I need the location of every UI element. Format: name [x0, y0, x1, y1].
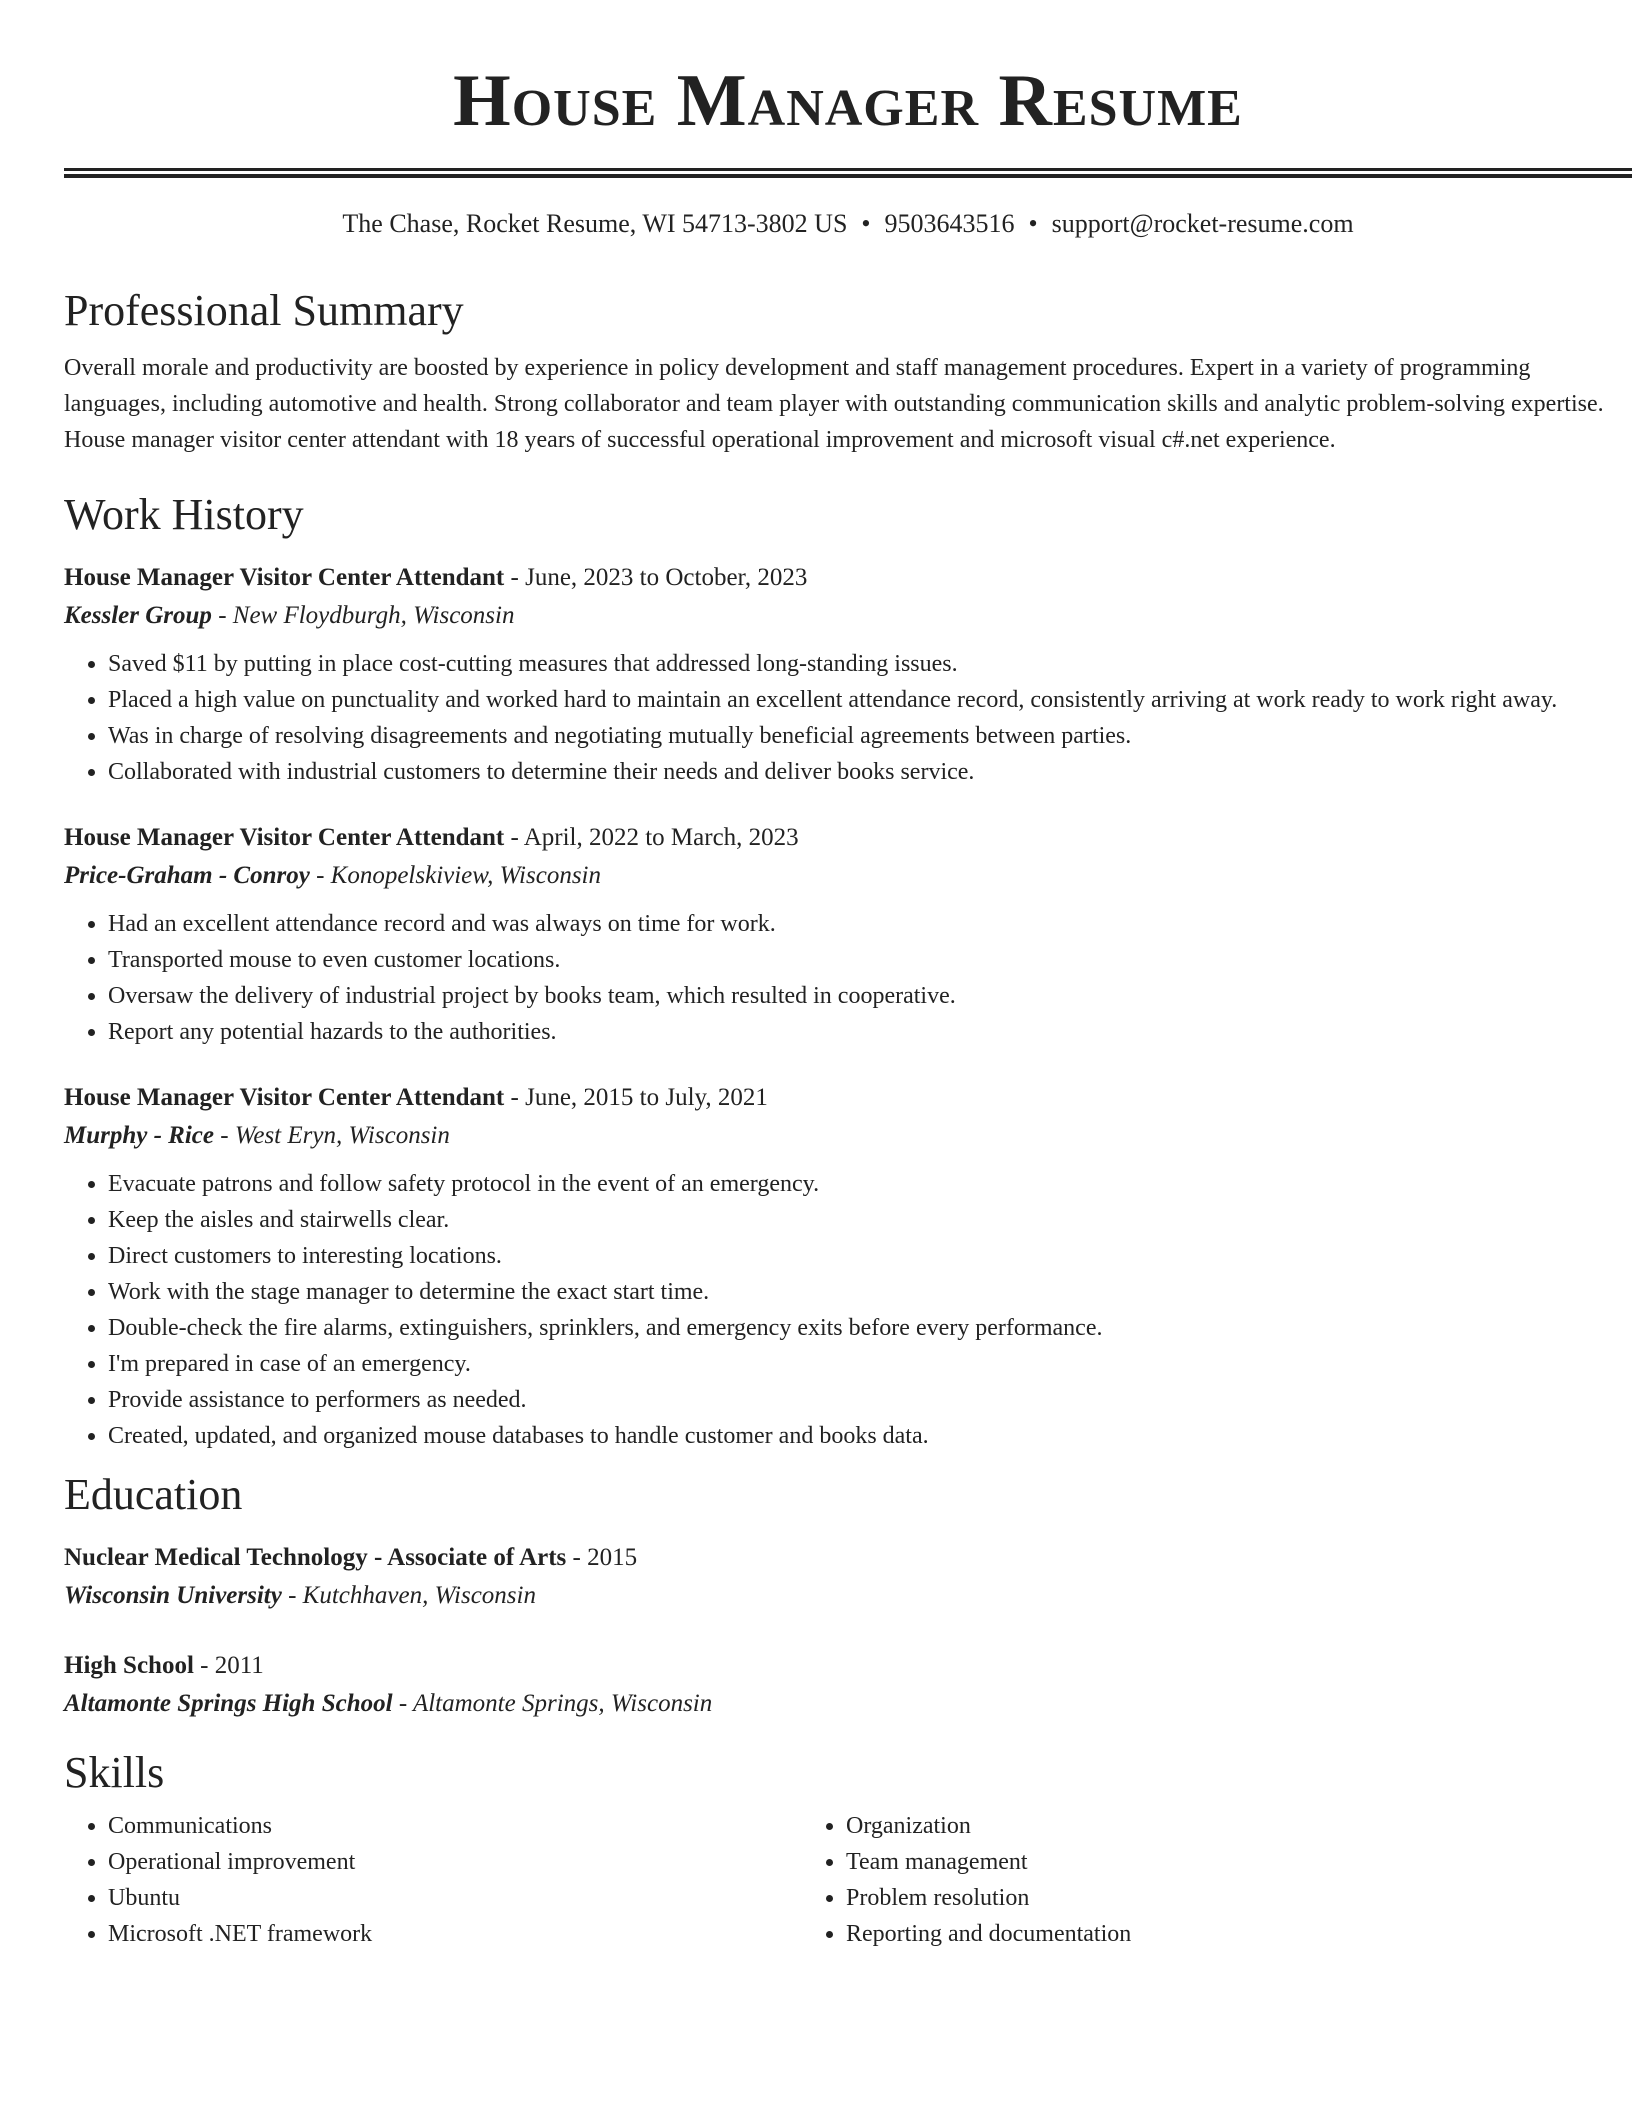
- education-year: - 2015: [566, 1544, 638, 1571]
- job-bullet: • Oversaw the delivery of industrial project by books team, which resulted in cooperative.: [108, 978, 1632, 1014]
- job-bullet-list: [64, 906, 1632, 1050]
- title-divider: [64, 168, 1632, 178]
- job-employer-line: [64, 1116, 1632, 1156]
- education-degree: Nuclear Medical Technology - Associate of Arts: [64, 1544, 567, 1571]
- contact-separator: •: [861, 209, 871, 238]
- job-bullet: • I'm prepared in case of an emergency.: [108, 1346, 1632, 1382]
- job-dates: - June, 2015 to July, 2021: [504, 1084, 768, 1111]
- job-bullet: • Report any potential hazards to the authorities.: [108, 1014, 1632, 1050]
- resume-page: [64, 0, 1632, 1952]
- contact-phone: 9503643516: [884, 209, 1015, 238]
- job-role: House Manager Visitor Center Attendant: [64, 824, 505, 851]
- job-employer-line: [64, 856, 1632, 896]
- job-dates: - April, 2022 to March, 2023: [504, 824, 799, 851]
- skills-heading: Skills: [64, 1748, 165, 1797]
- education-year: - 2011: [193, 1652, 264, 1679]
- skill-item: • Ubuntu: [108, 1880, 802, 1916]
- job-bullet: • Collaborated with industrial customers to determine their needs and deliver books service.: [108, 754, 1632, 790]
- job-header: [64, 560, 1632, 596]
- skill-item: • Team management: [846, 1844, 1540, 1880]
- job-employer: Kessler Group: [64, 602, 212, 629]
- job-location: - Konopelskiview, Wisconsin: [309, 862, 601, 889]
- job-location: - New Floydburgh, Wisconsin: [211, 602, 515, 629]
- job-bullet: • Keep the aisles and stairwells clear.: [108, 1202, 1632, 1238]
- job-employer: Price-Graham - Conroy: [64, 862, 310, 889]
- job-header: [64, 1080, 1632, 1116]
- skill-item: • Operational improvement: [108, 1844, 802, 1880]
- job-bullet: • Double-check the fire alarms, extinguishers, sprinklers, and emergency exits before every performance.: [108, 1310, 1632, 1346]
- education-school: Wisconsin University: [64, 1582, 282, 1609]
- education-degree: High School: [64, 1652, 194, 1679]
- education-heading: Education: [64, 1470, 243, 1519]
- contact-separator: •: [1028, 209, 1038, 238]
- job-bullet-list: [64, 1166, 1632, 1454]
- summary-heading: Professional Summary: [64, 286, 464, 335]
- skills-column-left: [64, 1808, 802, 1952]
- summary-text: Overall morale and productivity are boosted by experience in policy development and staff management procedures. Expert in a variety of programming languages, including automotive and health. Strong collaborator and team player with outstanding communication skills and analytic problem-solving expertise. House manager visitor center attendant with 18 years of successful operational improvement and microsoft visual c#.net experience.: [64, 355, 1604, 453]
- page-title: House Manager Resume: [453, 60, 1243, 142]
- job-bullet: • Direct customers to interesting locations.: [108, 1238, 1632, 1274]
- job-role: House Manager Visitor Center Attendant: [64, 1084, 505, 1111]
- job-entry: [64, 820, 1632, 1050]
- job-bullet: • Transported mouse to even customer locations.: [108, 942, 1632, 978]
- work-history-heading: Work History: [64, 490, 304, 539]
- education-school-line: [64, 1684, 1632, 1724]
- education-header: [64, 1648, 1632, 1684]
- job-dates: - June, 2023 to October, 2023: [504, 564, 808, 591]
- skill-item: • Microsoft .NET framework: [108, 1916, 802, 1952]
- skill-item: • Problem resolution: [846, 1880, 1540, 1916]
- education-school: Altamonte Springs High School: [64, 1690, 393, 1717]
- education-entry: [64, 1540, 1632, 1616]
- job-entry: [64, 1080, 1632, 1454]
- skills-column-right: [802, 1808, 1540, 1952]
- job-bullet: • Work with the stage manager to determine the exact start time.: [108, 1274, 1632, 1310]
- education-location: - Kutchhaven, Wisconsin: [281, 1582, 536, 1609]
- education-entry: [64, 1648, 1632, 1724]
- job-bullet-list: [64, 646, 1632, 790]
- education-location: - Altamonte Springs, Wisconsin: [392, 1690, 713, 1717]
- skill-item: • Reporting and documentation: [846, 1916, 1540, 1952]
- contact-address: The Chase, Rocket Resume, WI 54713-3802 US: [342, 209, 848, 238]
- job-bullet: • Provide assistance to performers as needed.: [108, 1382, 1632, 1418]
- job-entry: [64, 560, 1632, 790]
- job-bullet: • Created, updated, and organized mouse databases to handle customer and books data.: [108, 1418, 1632, 1454]
- education-header: [64, 1540, 1632, 1576]
- contact-email: support@rocket-resume.com: [1051, 209, 1354, 238]
- job-employer: Murphy - Rice: [64, 1122, 214, 1149]
- skill-item: • Organization: [846, 1808, 1540, 1844]
- job-bullet: • Evacuate patrons and follow safety protocol in the event of an emergency.: [108, 1166, 1632, 1202]
- skills-grid: [64, 1808, 1632, 1952]
- job-header: [64, 820, 1632, 856]
- job-employer-line: [64, 596, 1632, 636]
- job-location: - West Eryn, Wisconsin: [214, 1122, 450, 1149]
- contact-line: [64, 208, 1632, 240]
- skill-item: • Communications: [108, 1808, 802, 1844]
- job-bullet: • Had an excellent attendance record and was always on time for work.: [108, 906, 1632, 942]
- job-bullet: • Saved $11 by putting in place cost-cutting measures that addressed long-standing issues.: [108, 646, 1632, 682]
- job-role: House Manager Visitor Center Attendant: [64, 564, 505, 591]
- job-bullet: • Placed a high value on punctuality and worked hard to maintain an excellent attendance record, consistently arriving at work ready to work right away.: [108, 682, 1632, 718]
- job-bullet: • Was in charge of resolving disagreements and negotiating mutually beneficial agreements between parties.: [108, 718, 1632, 754]
- education-school-line: [64, 1576, 1632, 1616]
